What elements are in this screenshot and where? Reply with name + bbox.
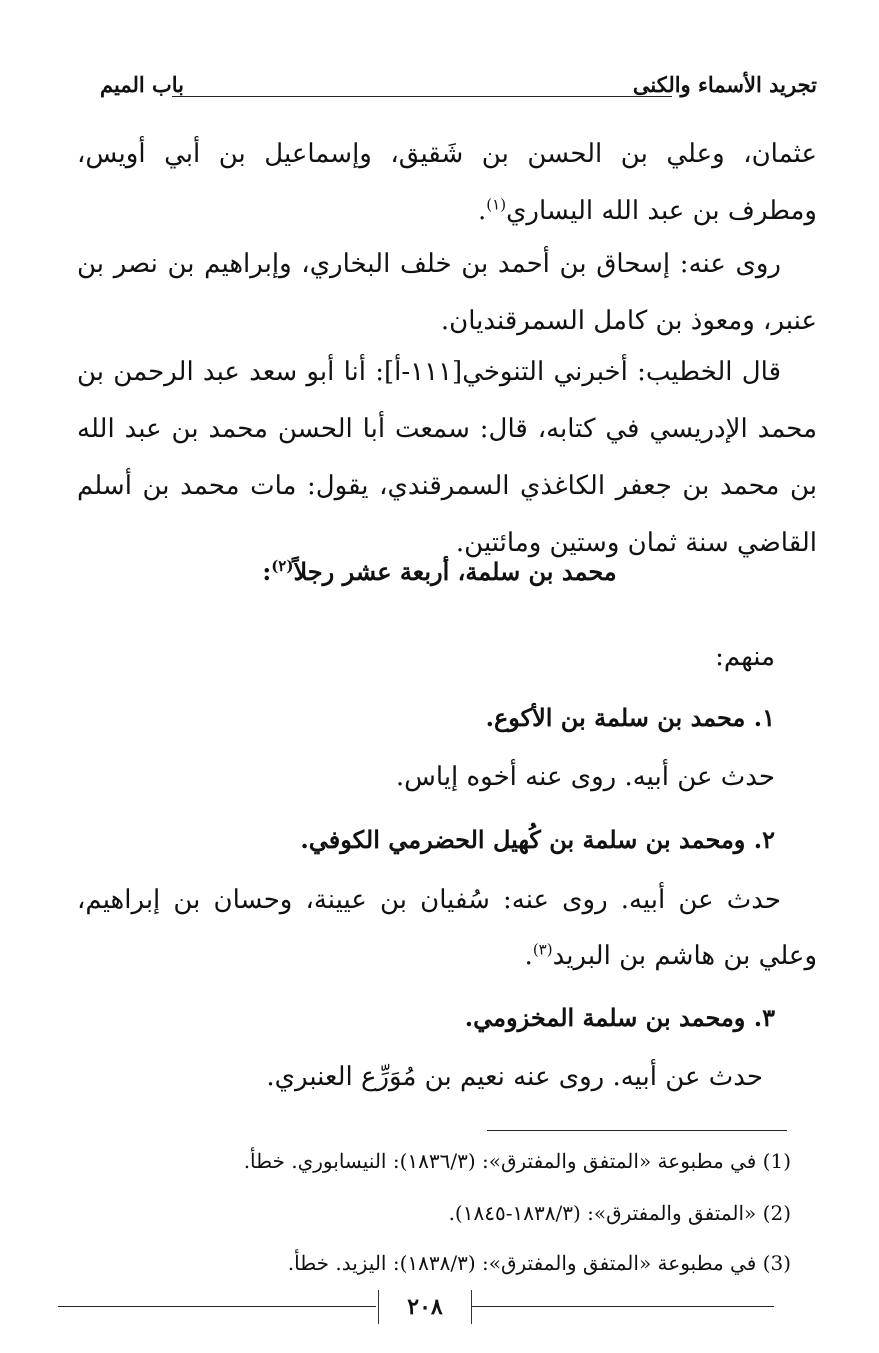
running-header-book-title: تجريد الأسماء والكنى [632, 72, 817, 97]
paragraph-text: عثمان، وعلي بن الحسن بن شَقيق، وإسماعيل بن أبي أويس، ومطرف بن عبد الله اليساري [77, 139, 817, 226]
footnote-ref-1: (١) [486, 195, 507, 214]
page-number: ٢٠٨ [378, 1290, 472, 1324]
section-heading-end: : [262, 557, 272, 586]
section-heading-text: محمد بن سلمة، أربعة عشر رجلاً [293, 557, 617, 586]
running-header-chapter: باب الميم [100, 72, 185, 97]
entry-title-3: ٣. ومحمد بن سلمة المخزومي. [464, 1003, 775, 1032]
folio-rule-left [58, 1306, 376, 1307]
header-rule [172, 96, 672, 97]
entry-body-1: حدث عن أبيه. روى عنه أخوه إياس. [395, 762, 775, 792]
footnote-3: (3) في مطبوعة «المتفق والمفترق»: (١٨٣٨/٣): اليزيد. خطأ. [287, 1251, 791, 1275]
entry-title-2: ٢. ومحمد بن سلمة بن كُهيل الحضرمي الكوفي. [300, 825, 775, 854]
footnote-1: (1) في مطبوعة «المتفق والمفترق»: (١٨٣٦/٣): النيسابوري. خطأ. [243, 1149, 791, 1173]
entry-title-1: ١. محمد بن سلمة بن الأكوع. [485, 703, 775, 732]
entry-body-2 [77, 872, 817, 984]
footnote-ref-3: (٣) [532, 940, 553, 959]
footnote-ref-2: (٢) [271, 557, 294, 575]
entry-body-2-end: . [524, 941, 533, 971]
footnote-2: (2) «المتفق والمفترق»: (١٨٣٨/٣-١٨٤٥). [448, 1201, 791, 1225]
paragraph-khatib: قال الخطيب: أخبرني التنوخي[١١١-أ]: أنا أبو سعد عبد الرحمن بن محمد الإدريسي في كتابه، قال: سمعت أبا الحسن محمد بن عبد الله بن محمد بن جعفر الكاغذي السمرقندي، يقول: مات محمد بن أسلم القاضي سنة ثمان وستين ومائتين. [77, 357, 817, 558]
paragraph-continuation [77, 126, 817, 240]
paragraph-end: . [478, 196, 487, 226]
entry-body-2-text: حدث عن أبيه. روى عنه: سُفيان بن عيينة، وحسان بن إبراهيم، وعلي بن هاشم بن البريد [77, 885, 817, 971]
paragraph-narrators: روى عنه: إسحاق بن أحمد بن خلف البخاري، وإبراهيم بن نصر بن عنبر، ومعوذ بن كامل السمرقنديان. [77, 249, 817, 336]
folio-rule-right [472, 1306, 774, 1307]
section-heading [0, 552, 879, 592]
list-intro: منهم: [715, 642, 775, 672]
entry-body-3: حدث عن أبيه. روى عنه نعيم بن مُوَرِّع العنبري. [266, 1062, 763, 1092]
footnote-rule [487, 1130, 787, 1131]
